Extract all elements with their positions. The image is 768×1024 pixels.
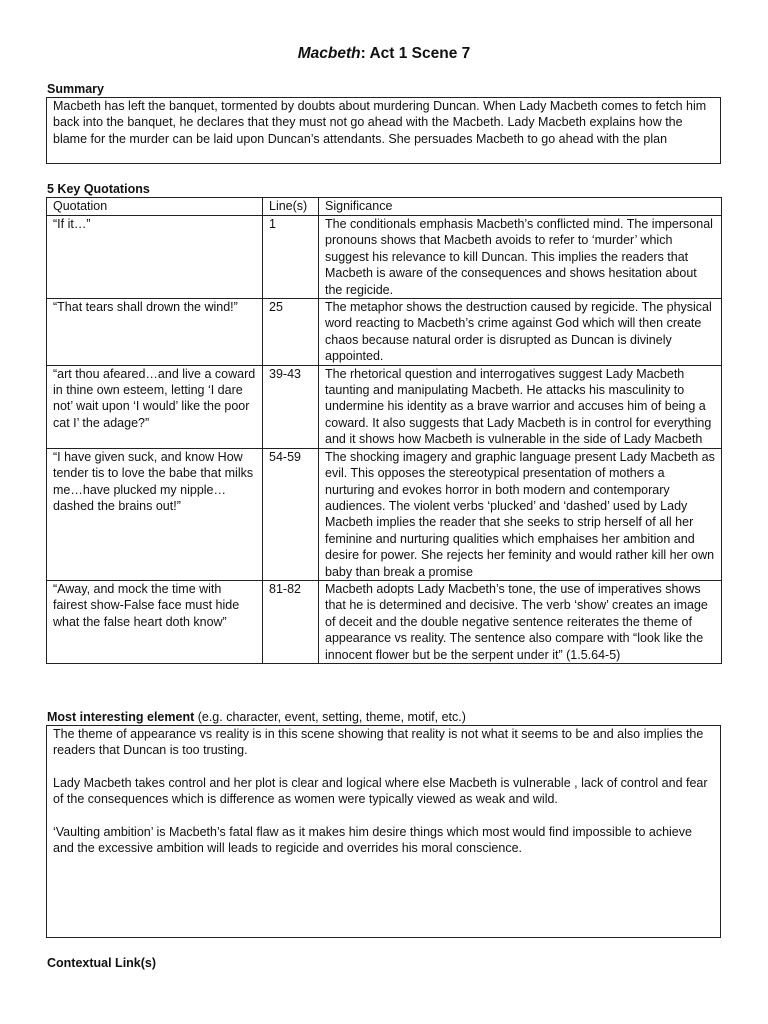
table-row — [47, 448, 722, 580]
page-title — [0, 44, 768, 64]
quotations-heading: 5 Key Quotations — [47, 182, 150, 196]
contextual-heading: Contextual Link(s) — [47, 956, 157, 970]
table-row — [47, 299, 722, 366]
lines-cell: 1 — [263, 216, 319, 299]
interesting-paragraph: Lady Macbeth takes control and her plot is clear and logical where else Macbeth is vulnerable , lack of control and fear of the consequences which is difference as women were typically viewed as weak and wild. — [53, 775, 708, 807]
lines-cell: 81-82 — [263, 580, 319, 663]
significance-cell: The shocking imagery and graphic language present Lady Macbeth as evil. This opposes the stereotypical presentation of mothers a nurturing and evokes horror in both modern and contemporary audiences. The violent verbs ‘plucked’ and ‘dashed’ used by Lady Macbeth implies the reader that she seeks to strip herself of all her feminine and nurturing qualities which emphaises her ambition and desire for power. She rejects her feminity and would rather kill her own baby than break a promise — [319, 448, 722, 580]
quote-cell: “Away, and mock the time with fairest show-False face must hide what the false heart doth know” — [47, 580, 263, 663]
interesting-paragraph: ‘Vaulting ambition’ is Macbeth’s fatal flaw as it makes him desire things which most would find impossible to achieve and the excessive ambition will leads to regicide and overrides his moral conscience. — [53, 824, 692, 856]
significance-cell: The metaphor shows the destruction caused by regicide. The physical word reacting to Macbeth’s crime against God which will then create chaos because natural order is disrupted as Duncan is divinely appointed. — [319, 299, 722, 366]
lines-cell: 25 — [263, 299, 319, 366]
lines-cell: 54-59 — [263, 448, 319, 580]
quote-cell: “art thou afeared…and live a coward in thine own esteem, letting ‘I dare not’ wait upon ‘I would’ like the poor cat I’ the adage?” — [47, 365, 263, 448]
scene-title: : Act 1 Scene 7 — [360, 45, 471, 62]
significance-cell: The rhetorical question and interrogatives suggest Lady Macbeth taunting and manipulating Macbeth. He attacks his masculinity to undermine his identity as a brave warrior and accuses him of being a coward. It also suggests that Lady Macbeth is in control for everything and it shows how Macbeth is vulnerable in the side of Lady Macbeth — [319, 365, 722, 448]
lines-cell: 39-43 — [263, 365, 319, 448]
header-significance: Significance — [319, 198, 722, 216]
significance-cell: The conditionals emphasis Macbeth’s conflicted mind. The impersonal pronouns shows that Macbeth avoids to refer to ‘murder’ which suggest his relevance to kill Duncan. This implies the readers that Macbeth is aware of the consequences and shows hesitation about the regicide. — [319, 216, 722, 299]
table-row — [47, 580, 722, 663]
interesting-hint: (e.g. character, event, setting, theme, motif, etc.) — [194, 710, 466, 724]
quotations-table — [46, 197, 722, 664]
table-row — [47, 365, 722, 448]
interesting-box — [46, 725, 721, 938]
interesting-paragraph: The theme of appearance vs reality is in this scene showing that reality is not what it seems to be and also implies the readers that Duncan is too trusting. — [53, 727, 704, 758]
table-header-row — [47, 198, 722, 216]
header-lines: Line(s) — [263, 198, 319, 216]
summary-heading: Summary — [47, 82, 104, 96]
play-title: Macbeth — [297, 45, 361, 62]
summary-box — [46, 97, 721, 164]
significance-cell: Macbeth adopts Lady Macbeth’s tone, the use of imperatives shows that he is determined and decisive. The verb ‘show’ creates an image of deceit and the double negative sentence reiterates the theme of appearance vs reality. The sentence also compare with “look like the innocent flower but be the serpent under it” (1.5.64-5) — [319, 580, 722, 663]
interesting-heading-label: Most interesting element — [47, 710, 195, 724]
interesting-heading — [47, 709, 466, 725]
quote-cell: “If it…” — [47, 216, 263, 299]
header-quotation: Quotation — [47, 198, 263, 216]
quote-cell: “I have given suck, and know How tender tis to love the babe that milks me…have plucked my nipple…dashed the brains out!” — [47, 448, 263, 580]
quote-cell: “That tears shall drown the wind!” — [47, 299, 263, 366]
summary-text: Macbeth has left the banquet, tormented by doubts about murdering Duncan. When Lady Macbeth comes to fetch him back into the banquet, he declares that they must not go ahead with the Macbeth. Lady Macbeth explains how the blame for the murder can be laid upon Duncan’s attendants. She persuades Macbeth to go ahead with the plan — [53, 99, 707, 146]
table-row — [47, 216, 722, 299]
